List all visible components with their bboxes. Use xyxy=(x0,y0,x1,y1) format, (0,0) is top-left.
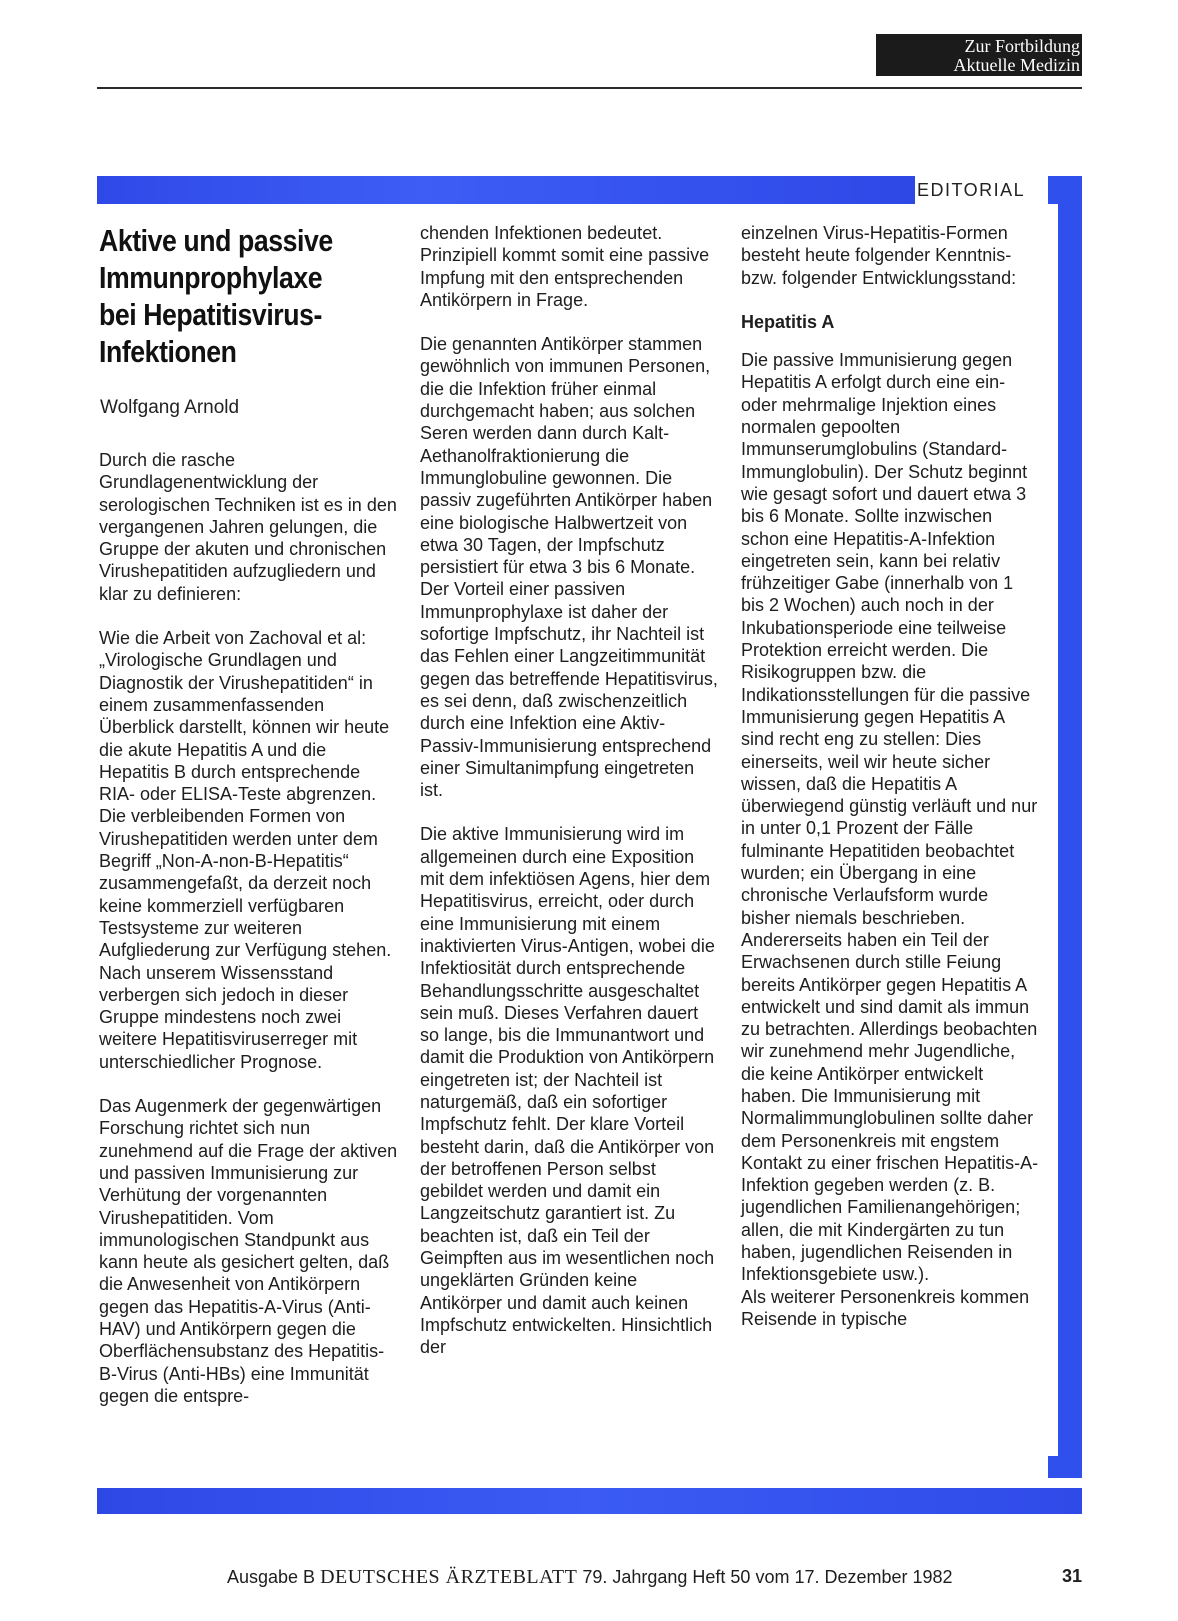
editorial-label: EDITORIAL xyxy=(917,180,1026,200)
paragraph: Das Augenmerk der gegenwärtigen Forschung richtet sich nun zunehmend auf die Frage der aktiven und passiven Immunisierung zur Verhütung der vorgenannten Virushepatitiden. Vom immunologischen Standpunkt aus kann heute als gesichert gelten, daß die Anwesenheit von Antikörpern gegen das Hepatitis-A-Virus (Anti-HAV) und Antikörpern gegen die Oberflächensubstanz des Hepatitis-B-Virus (Anti-HBs) eine Immunität gegen die entspre- xyxy=(99,1096,398,1406)
section-tag xyxy=(876,34,1082,76)
band-right-inner xyxy=(1048,204,1058,1456)
page-footer xyxy=(227,1566,1082,1590)
column-1 xyxy=(99,449,399,1429)
paragraph: Als weiterer Personenkreis kommen Reisende in typische xyxy=(741,1286,1030,1329)
footer-issue: 79. Jahrgang Heft 50 vom 17. Dezember 1982 xyxy=(582,1567,953,1587)
column-3 xyxy=(741,222,1041,1352)
paragraph: Durch die rasche Grundlagenentwicklung der serologischen Techniken ist es in den vergangenen Jahren gelungen, die Gruppe der akuten und chronischen Virushepatitiden aufzugliedern und klar zu definieren: xyxy=(99,450,397,604)
footer-edition: Ausgabe B xyxy=(227,1567,316,1587)
article-author: Wolfgang Arnold xyxy=(100,397,240,418)
section-heading-hepatitis-a: Hepatitis A xyxy=(741,311,835,332)
paragraph: chenden Infektionen bedeutet. Prinzipiell kommt somit eine passive Impfung mit den entsprechenden Antikörpern in Frage. xyxy=(420,223,710,310)
paragraph: Die aktive Immunisierung wird im allgemeinen durch eine Exposition mit dem infektiösen Agens, hier dem Hepatitisvirus, erreicht, oder durch eine Immunisierung mit einem inaktivierten Virus-Antigen, wobei die Infektiosität durch entsprechende Behandlungsschritte ausgeschaltet sein muß. Dieses Verfahren dauert so lange, bis die Immunantwort und damit die Produktion von Antikörpern eingetreten ist; der Nachteil ist naturgemäß, daß ein sofortiger Impfschutz fehlt. Der klare Vorteil besteht darin, daß die Antikörper von der betroffenen Person selbst gebildet werden und damit ein Langzeitschutz garantiert ist. Zu beachten ist, daß ein Teil der Geimpften aus im wesentlichen noch ungeklärten Gründen keine Antikörper und damit auch keinen Impfschutz entwickelten. Hinsichtlich der xyxy=(420,824,715,1358)
page-number: 31 xyxy=(1061,1566,1082,1586)
paragraph: Wie die Arbeit von Zachoval et al: „Virologische Grundlagen und Diagnostik der Virushepatitiden“ in einem zusammenfassenden Überblick darstellt, können wir heute die akute Hepatitis A und die Hepatitis B durch entsprechende RIA- oder ELISA-Teste abgrenzen. Die verbleibenden Formen von Virushepatitiden werden unter dem Begriff „Non-A-non-B-Hepatitis“ zusammengefaßt, da derzeit noch keine kommerziell verfügbaren Testsysteme zur weiteren Aufgliederung zur Verfügung stehen. Nach unserem Wissensstand verbergen sich jedoch in dieser Gruppe mindestens noch zwei weitere Hepatitisviruserreger mit unterschiedlicher Prognose. xyxy=(99,628,392,1072)
paragraph: einzelnen Virus-Hepatitis-Formen besteht heute folgender Kenntnis- bzw. folgender Entwicklungsstand: xyxy=(741,223,1017,288)
editorial-band-top xyxy=(97,176,915,204)
column-2 xyxy=(420,222,720,1381)
paragraph: Die genannten Antikörper stammen gewöhnlich von immunen Personen, die die Infektion früher einmal durchgemacht haben; aus solchen Seren werden dann durch Kalt-Aethanolfraktionierung die Immunglobuline gewonnen. Die passiv zugeführten Antikörper haben eine biologische Halbwertzeit von etwa 30 Tagen, der Impfschutz persistiert für etwa 3 bis 6 Monate. Der Vorteil einer passiven Immunprophylaxe ist daher der sofortige Impfschutz, ihr Nachteil ist das Fehlen einer Langzeitimmunität gegen das betreffende Hepatitisvirus, es sei denn, daß zwischenzeitlich durch eine Infektion eine Aktiv-Passiv-Immunisierung entsprechend einer Simultanimpfung eingetreten ist. xyxy=(420,334,718,801)
section-tag-line2: Aktuelle Medizin xyxy=(953,55,1080,75)
footer-journal: DEUTSCHES ÄRZTEBLATT xyxy=(320,1566,578,1588)
article-title: Aktive und passive Immunprophylaxe bei Hepatitisvirus-Infektionen xyxy=(99,223,333,369)
header-rule xyxy=(97,87,1082,89)
editorial-band-bottom xyxy=(97,1488,1082,1514)
paragraph: Die passive Immunisierung gegen Hepatitis A erfolgt durch eine ein- oder mehrmalige Injektion eines normalen gepoolten Immunserumglobulins (Standard-Immunglobulin). Der Schutz beginnt wie gesagt sofort und dauert etwa 3 bis 6 Monate. Sollte inzwischen schon eine Hepatitis-A-Infektion eingetreten sein, kann bei relativ frühzeitiger Gabe (innerhalb von 1 bis 2 Wochen) auch noch in der Inkubationsperiode eine teilweise Protektion erreicht werden. Die Risikogruppen bzw. die Indikationsstellungen für die passive Immunisierung gegen Hepatitis A sind recht eng zu stellen: Dies einerseits, weil wir heute sicher wissen, daß die Hepatitis A überwiegend günstig verläuft und nur in unter 0,1 Prozent der Fälle fulminante Hepatitiden beobachtet wurden; ein Übergang in eine chronische Verlaufsform wurde bisher niemals beschrieben. Andererseits haben ein Teil der Erwachsenen durch stille Feiung bereits Antikörper gegen Hepatitis A entwickelt und sind damit als immun zu betrachten. Allerdings beobachten wir zunehmend mehr Jugendliche, die keine Antikörper entwickelt haben. Die Immunisierung mit Normalimmunglobulinen sollte daher dem Personenkreis mit engstem Kontakt zu einer frischen Hepatitis-A-Infektion gegeben werden (z. B. jugendlichen Familienangehörigen; allen, die mit Kindergärten zu tun haben, jugendlichen Reisenden in Infektionsgebiete usw.). xyxy=(741,350,1039,1285)
section-tag-line1: Zur Fortbildung xyxy=(964,36,1080,56)
